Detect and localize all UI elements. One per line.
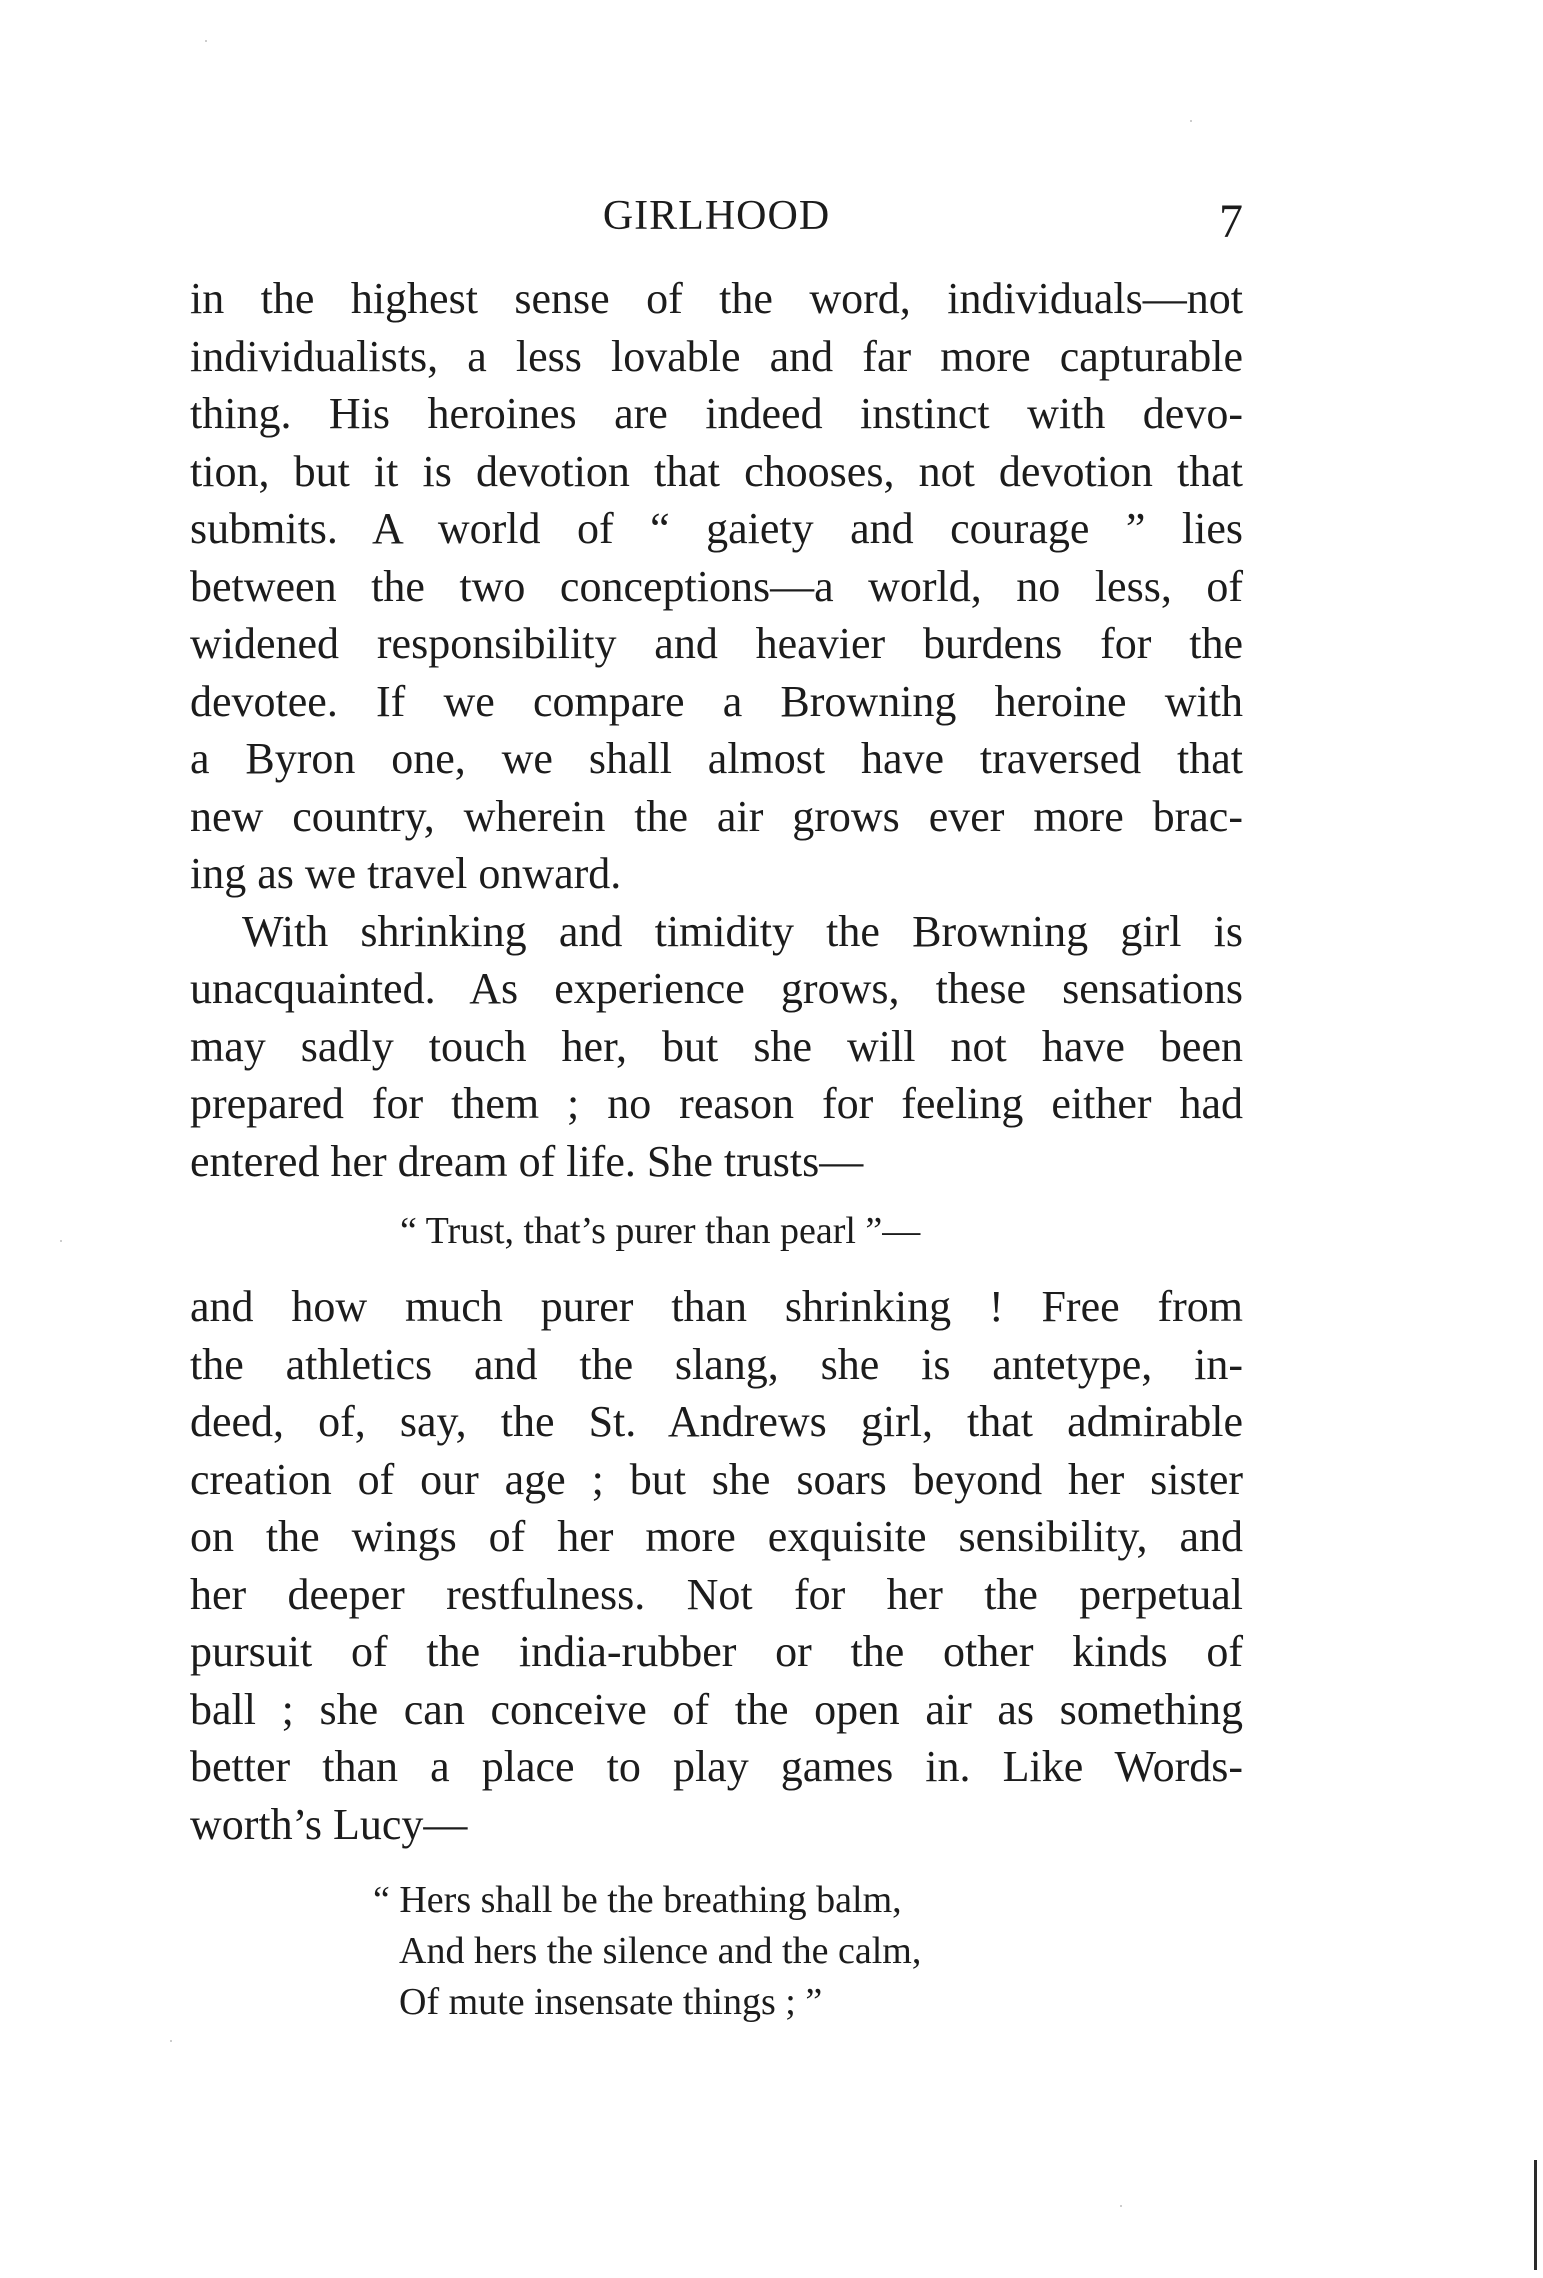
text-line: devotee. If we compare a Browning heroine with bbox=[190, 676, 1243, 726]
block-quote: “ Trust, that’s purer than pearl ”— bbox=[400, 1210, 921, 1252]
text-line: With shrinking and timidity the Browning girl is bbox=[242, 906, 1243, 956]
paper-speck bbox=[205, 40, 207, 42]
paragraph-1 bbox=[190, 270, 1243, 903]
text-line: unacquainted. As experience grows, these sensations bbox=[190, 964, 1243, 1013]
page-number: 7 bbox=[1219, 195, 1243, 248]
text-line: creation of our age ; but she soars beyond her sister bbox=[190, 1454, 1243, 1504]
text-line: new country, wherein the air grows ever more brac- bbox=[190, 791, 1243, 841]
text-line: may sadly touch her, but she will not have been bbox=[190, 1021, 1243, 1071]
text-line: individualists, a less lovable and far more capturable bbox=[190, 331, 1243, 381]
text-line: worth’s Lucy— bbox=[190, 1799, 468, 1849]
running-head bbox=[190, 188, 1243, 248]
text-line: submits. A world of “ gaiety and courage ” lies bbox=[190, 504, 1243, 553]
text-line: prepared for them ; no reason for feeling either had bbox=[190, 1079, 1243, 1128]
text-line: entered her dream of life. She trusts— bbox=[190, 1136, 864, 1186]
text-line: between the two conceptions—a world, no less, of bbox=[190, 561, 1243, 611]
text-line: tion, but it is devotion that chooses, not devotion that bbox=[190, 446, 1243, 496]
text-line: thing. His heroines are indeed instinct with devo- bbox=[190, 389, 1243, 438]
text-line: a Byron one, we shall almost have traversed that bbox=[190, 734, 1243, 783]
paper-speck bbox=[170, 2040, 172, 2042]
text-line: pursuit of the india-rubber or the other kinds of bbox=[190, 1627, 1243, 1676]
text-line: deed, of, say, the St. Andrews girl, that admirable bbox=[190, 1397, 1243, 1446]
paper-speck bbox=[1190, 120, 1192, 122]
verse-quote bbox=[190, 1875, 1243, 2028]
paragraph-2 bbox=[190, 903, 1243, 1191]
text-line: her deeper restfulness. Not for her the perpetual bbox=[190, 1569, 1243, 1619]
text-line: ball ; she can conceive of the open air as something bbox=[190, 1684, 1243, 1734]
text-line: on the wings of her more exquisite sensibility, and bbox=[190, 1512, 1243, 1561]
verse-line: Of mute insensate things ; ” bbox=[399, 1981, 823, 2023]
running-title: GIRLHOOD bbox=[602, 193, 831, 239]
text-line: better than a place to play games in. Like Words- bbox=[190, 1742, 1243, 1791]
paper-speck bbox=[1120, 2205, 1122, 2207]
verse-line: And hers the silence and the calm, bbox=[399, 1930, 922, 1972]
paragraph-3 bbox=[190, 1278, 1243, 1853]
body-text bbox=[190, 270, 1243, 2028]
text-line: the athletics and the slang, she is antetype, in- bbox=[190, 1339, 1243, 1389]
verse-line: “ Hers shall be the breathing balm, bbox=[373, 1879, 902, 1921]
text-line: in the highest sense of the word, individuals—not bbox=[190, 274, 1243, 323]
text-line: widened responsibility and heavier burdens for the bbox=[190, 619, 1243, 668]
text-line: ing as we travel onward. bbox=[190, 849, 622, 898]
page-edge-mark bbox=[1534, 2160, 1537, 2270]
paper-speck bbox=[60, 1240, 62, 1242]
text-line: and how much purer than shrinking ! Free from bbox=[190, 1282, 1243, 1331]
